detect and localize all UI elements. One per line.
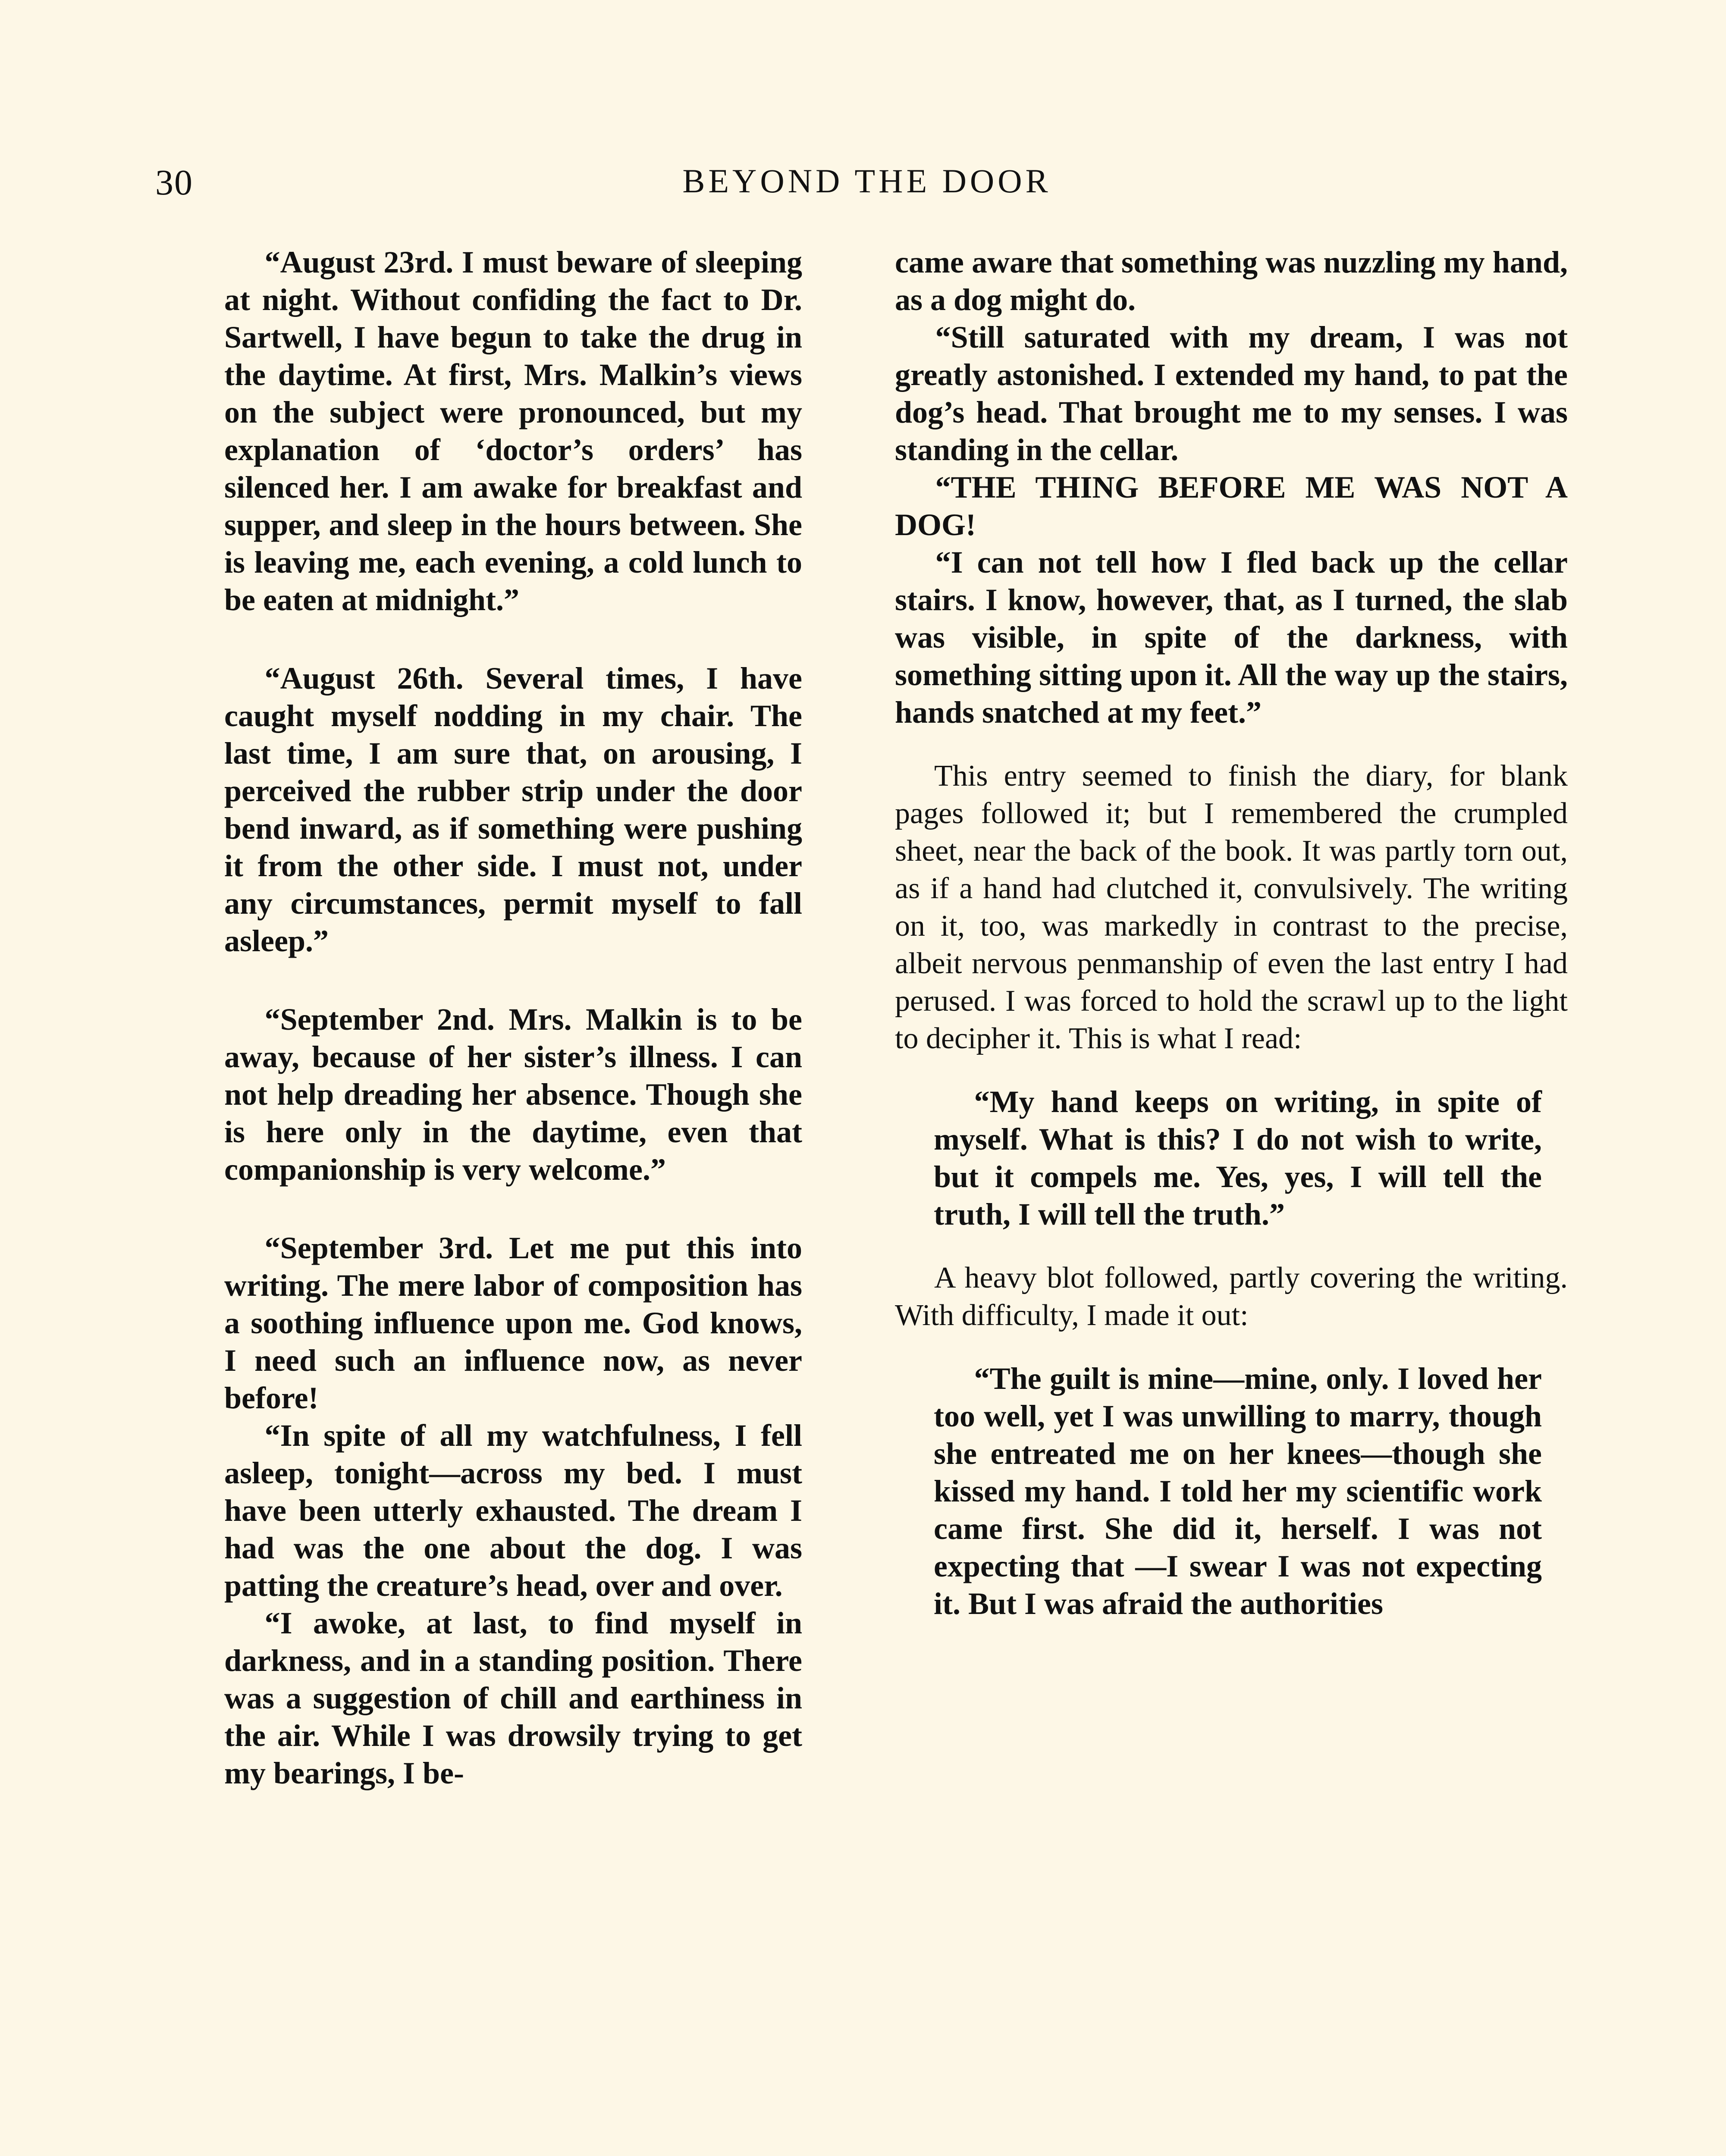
diary-paragraph-fell-asleep: “In spite of all my watchfulness, I fell asleep, tonight—across my bed. I must have been utterly exhausted. The dream I had was the one about the dog. I was patting the creature’s head, over and over. xyxy=(224,1418,802,1603)
diary-entry-september-3: “September 3rd. Let me put this into writing. The mere labor of composition has a soothing influence upon me. God knows, I need such an influence now, as never before! xyxy=(224,1231,802,1415)
narration-paragraph-heavy-blot: A heavy blot followed, partly covering the writing. With difficulty, I made it out: xyxy=(895,1261,1568,1332)
diary-entry-august-23: “August 23rd. I must beware of sleeping at night. Without confiding the fact to Dr. Sartwell, I have begun to take the drug in the daytime. At first, Mrs. Malkin’s views on the subject were pronounced, but my explanation of ‘doctor’s orders’ has silenced her. I am awake for breakfast and supper, and sleep in the hours between. She is leaving me, each evening, a cold lunch to be eaten at midnight.” xyxy=(224,245,802,617)
left-column xyxy=(224,244,802,1792)
diary-entry-august-26: “August 26th. Several times, I have caught myself nodding in my chair. The last time, I am sure that, on arousing, I perceived the rubber strip under the door bend inward, as if something were pushing it from the other side. I must not, under any circumstances, permit myself to fall asleep.” xyxy=(224,661,802,958)
diary-paragraph-continuation: came aware that something was nuzzling my hand, as a dog might do. xyxy=(895,245,1568,317)
narration-paragraph-crumpled-sheet: This entry seemed to finish the diary, for blank pages followed it; but I remembered the crumpled sheet, near the back of the book. It was partly torn out, as if a hand had clutched it, convulsively. The writing on it, too, was markedly in contrast to the precise, albeit nervous penmanship of even the last entry I had perused. I was forced to hold the scrawl up to the light to decipher it. This is what I read: xyxy=(895,759,1568,1055)
page-number: 30 xyxy=(155,163,193,203)
diary-paragraph-fled: “I can not tell how I fled back up the cellar stairs. I know, however, that, as I turned, the slab was visible, in spite of the darkness, with something sitting upon it. All the way up the stairs, hands snatched at my feet.” xyxy=(895,545,1568,730)
diary-paragraph-still-saturated: “Still saturated with my dream, I was not greatly astonished. I extended my hand, to pat the dog’s head. That brought me to my senses. I was standing in the cellar. xyxy=(895,320,1568,467)
right-column xyxy=(895,244,1568,1623)
diary-paragraph-not-a-dog: “THE THING BEFORE ME WAS NOT A DOG! xyxy=(895,470,1568,542)
diary-entry-september-2: “September 2nd. Mrs. Malkin is to be away, because of her sister’s illness. I can not help dreading her absence. Though she is here only in the daytime, even that companionship is very welcome.” xyxy=(224,1002,802,1187)
quoted-writing-guilt-confession: “The guilt is mine—mine, only. I loved her too well, yet I was unwilling to marry, though she entreated me on her knees—though she kissed my hand. I told her my scientific work came first. She did it, herself. I was not expecting that —I swear I was not expecting it. But I was afraid the authorities xyxy=(934,1361,1542,1621)
running-title: BEYOND THE DOOR xyxy=(682,162,1051,200)
page-header xyxy=(155,162,1579,209)
quoted-writing-hand-keeps-writing: “My hand keeps on writing, in spite of myself. What is this? I do not wish to write, but it compels me. Yes, yes, I will tell the truth, I will tell the truth.” xyxy=(934,1084,1542,1232)
diary-paragraph-awoke: “I awoke, at last, to find myself in darkness, and in a standing position. There was a suggestion of chill and earthiness in the air. While I was drowsily trying to get my bearings, I be- xyxy=(224,1606,802,1790)
